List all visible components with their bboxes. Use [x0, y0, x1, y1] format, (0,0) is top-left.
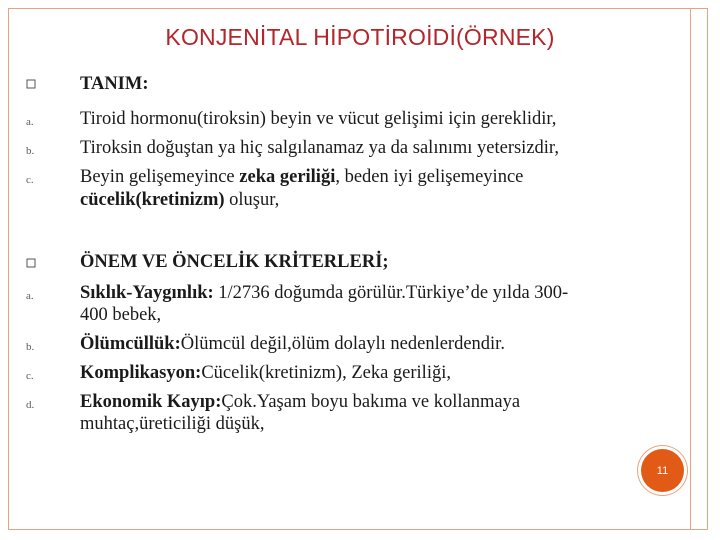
bold-term: cücelik(kretinizm) [80, 190, 225, 210]
section2-heading: ÖNEM VE ÖNCELİK KRİTERLERİ; [80, 252, 389, 272]
list-marker: a. [26, 290, 34, 302]
criterion-label: Ekonomik Kayıp: [80, 392, 222, 412]
bold-term: zeka geriliği [239, 167, 336, 187]
list-marker: b. [26, 145, 35, 157]
criterion-text: Ölümcül değil,ölüm dolaylı nedenlerdendir. [180, 334, 505, 354]
list-marker: c. [26, 174, 34, 186]
text-segment: , beden iyi gelişemeyince [335, 167, 524, 187]
list-item-continuation: muhtaç,üreticiliği düşük, [80, 414, 265, 434]
criterion-text: Çok.Yaşam boyu bakıma ve kollanmaya [221, 392, 521, 412]
list-marker: a. [26, 116, 34, 128]
list-item [80, 282, 568, 304]
criterion-text: 1/2736 doğumda görülür.Türkiye’de yılda 300- [213, 283, 569, 303]
list-marker: c. [26, 370, 34, 382]
list-item-continuation: 400 bebek, [80, 305, 162, 325]
section1-heading: TANIM: [80, 74, 149, 94]
list-item [80, 391, 520, 413]
page-number-badge [641, 449, 684, 492]
criterion-label: Sıklık-Yaygınlık: [80, 283, 214, 303]
list-marker: d. [26, 399, 35, 411]
list-item: Tiroid hormonu(tiroksin) beyin ve vücut gelişimi için gereklidir, [80, 109, 557, 129]
list-item [80, 333, 505, 355]
criterion-label: Ölümcüllük: [80, 334, 181, 354]
list-item [80, 362, 451, 384]
page-number: 11 [656, 464, 669, 477]
hollow-square-bullet-icon [26, 258, 36, 268]
criterion-label: Komplikasyon: [80, 363, 202, 383]
list-item: Tiroksin doğuştan ya hiç salgılanamaz ya da salınımı yetersizdir, [80, 138, 559, 158]
list-item [80, 166, 523, 188]
text-segment: Beyin gelişemeyince [80, 167, 240, 187]
list-marker: b. [26, 341, 35, 353]
criterion-text: Cücelik(kretinizm), Zeka geriliği, [201, 363, 451, 383]
slide-title: KONJENİTAL HİPOTİROİDİ(ÖRNEK) [165, 24, 555, 50]
list-item-continuation [80, 189, 279, 211]
text-segment: oluşur, [224, 190, 280, 210]
hollow-square-bullet-icon [26, 79, 36, 89]
